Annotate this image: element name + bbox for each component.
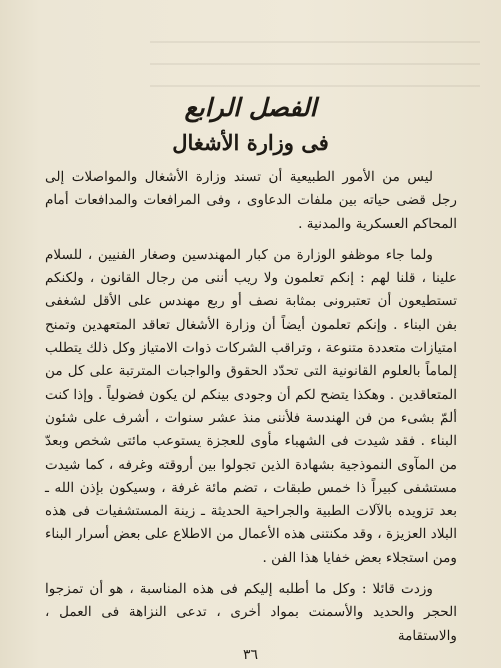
paragraph: وزدت قائلا : وكل ما أطلبه إليكم فى هذه المناسبة ، هو أن تمزجوا الحجر والحديد والأسمنت بمواد أخرى ، تدعى النزاهة فى العمل ، والاستقامة [45, 581, 457, 644]
chapter-title: الفصل الرابع [184, 93, 317, 122]
paragraph: ليس من الأمور الطبيعية أن تسند وزارة الأشغال والمواصلات إلى رجل قضى حياته بين ملفات الدعاوى ، وفى المرافعات والمدافعات أمام المحاكم العسكرية والمدنية . [45, 169, 457, 232]
chapter-subtitle: فى وزارة الأشغال [172, 130, 329, 155]
page-number: ٣٦ [242, 647, 259, 663]
show-through-text [150, 28, 480, 98]
body-text [45, 166, 457, 648]
paragraph: ولما جاء موظفو الوزارة من كبار المهندسين وصغار الفنيين ، للسلام علينا ، قلنا لهم : إنكم تعلمون ولا ريب أننى من رجال القانون ، ولكنكم تستطيعون أن تعتبرونى بمثابة نصف أو ربع مهندس على الأقل لشغفى بفن البناء . وإنكم تعلمون أيضاً أن وزارة الأشغال تعاقد المتعهدين وتمنح امتيازات متعددة متنوعة ، وتراقب الشركات ذوات الامتياز وكل ذلك يتطلب إلماماً بالعلوم القانونية التى تحدّد الحقوق والواجبات المترتبة على كل من المتعاقدين . وهكذا يتضح لكم أن وجودى بينكم لن يكون فضولياً . وإذا كنت ألمّ بشىء من فن الهندسة فلأننى منذ عشر سنوات ، أشرف على شئون البناء . فقد شيدت فى الشهباء مأوى للعجزة يستوعب مائتى شخص وبعدّ من المآوى النموذجية بشهادة الذين تجولوا بين أروقته وغرفه ، كما شيدت مستشفى كبيراً ذا خمس طبقات ، تضم مائة غرفة ، وسيكون بإذن الله ـ بعد تزويده بالآلات الطبية والجراحية الحديثة ـ زينة المستشفيات فى هذه البلاد العزيزة ، وقد مكنتنى هذه الأعمال من الاطلاع على بعض أسرار البناء ومن استجلاء بعض خفايا هذا الفن . [45, 246, 457, 566]
